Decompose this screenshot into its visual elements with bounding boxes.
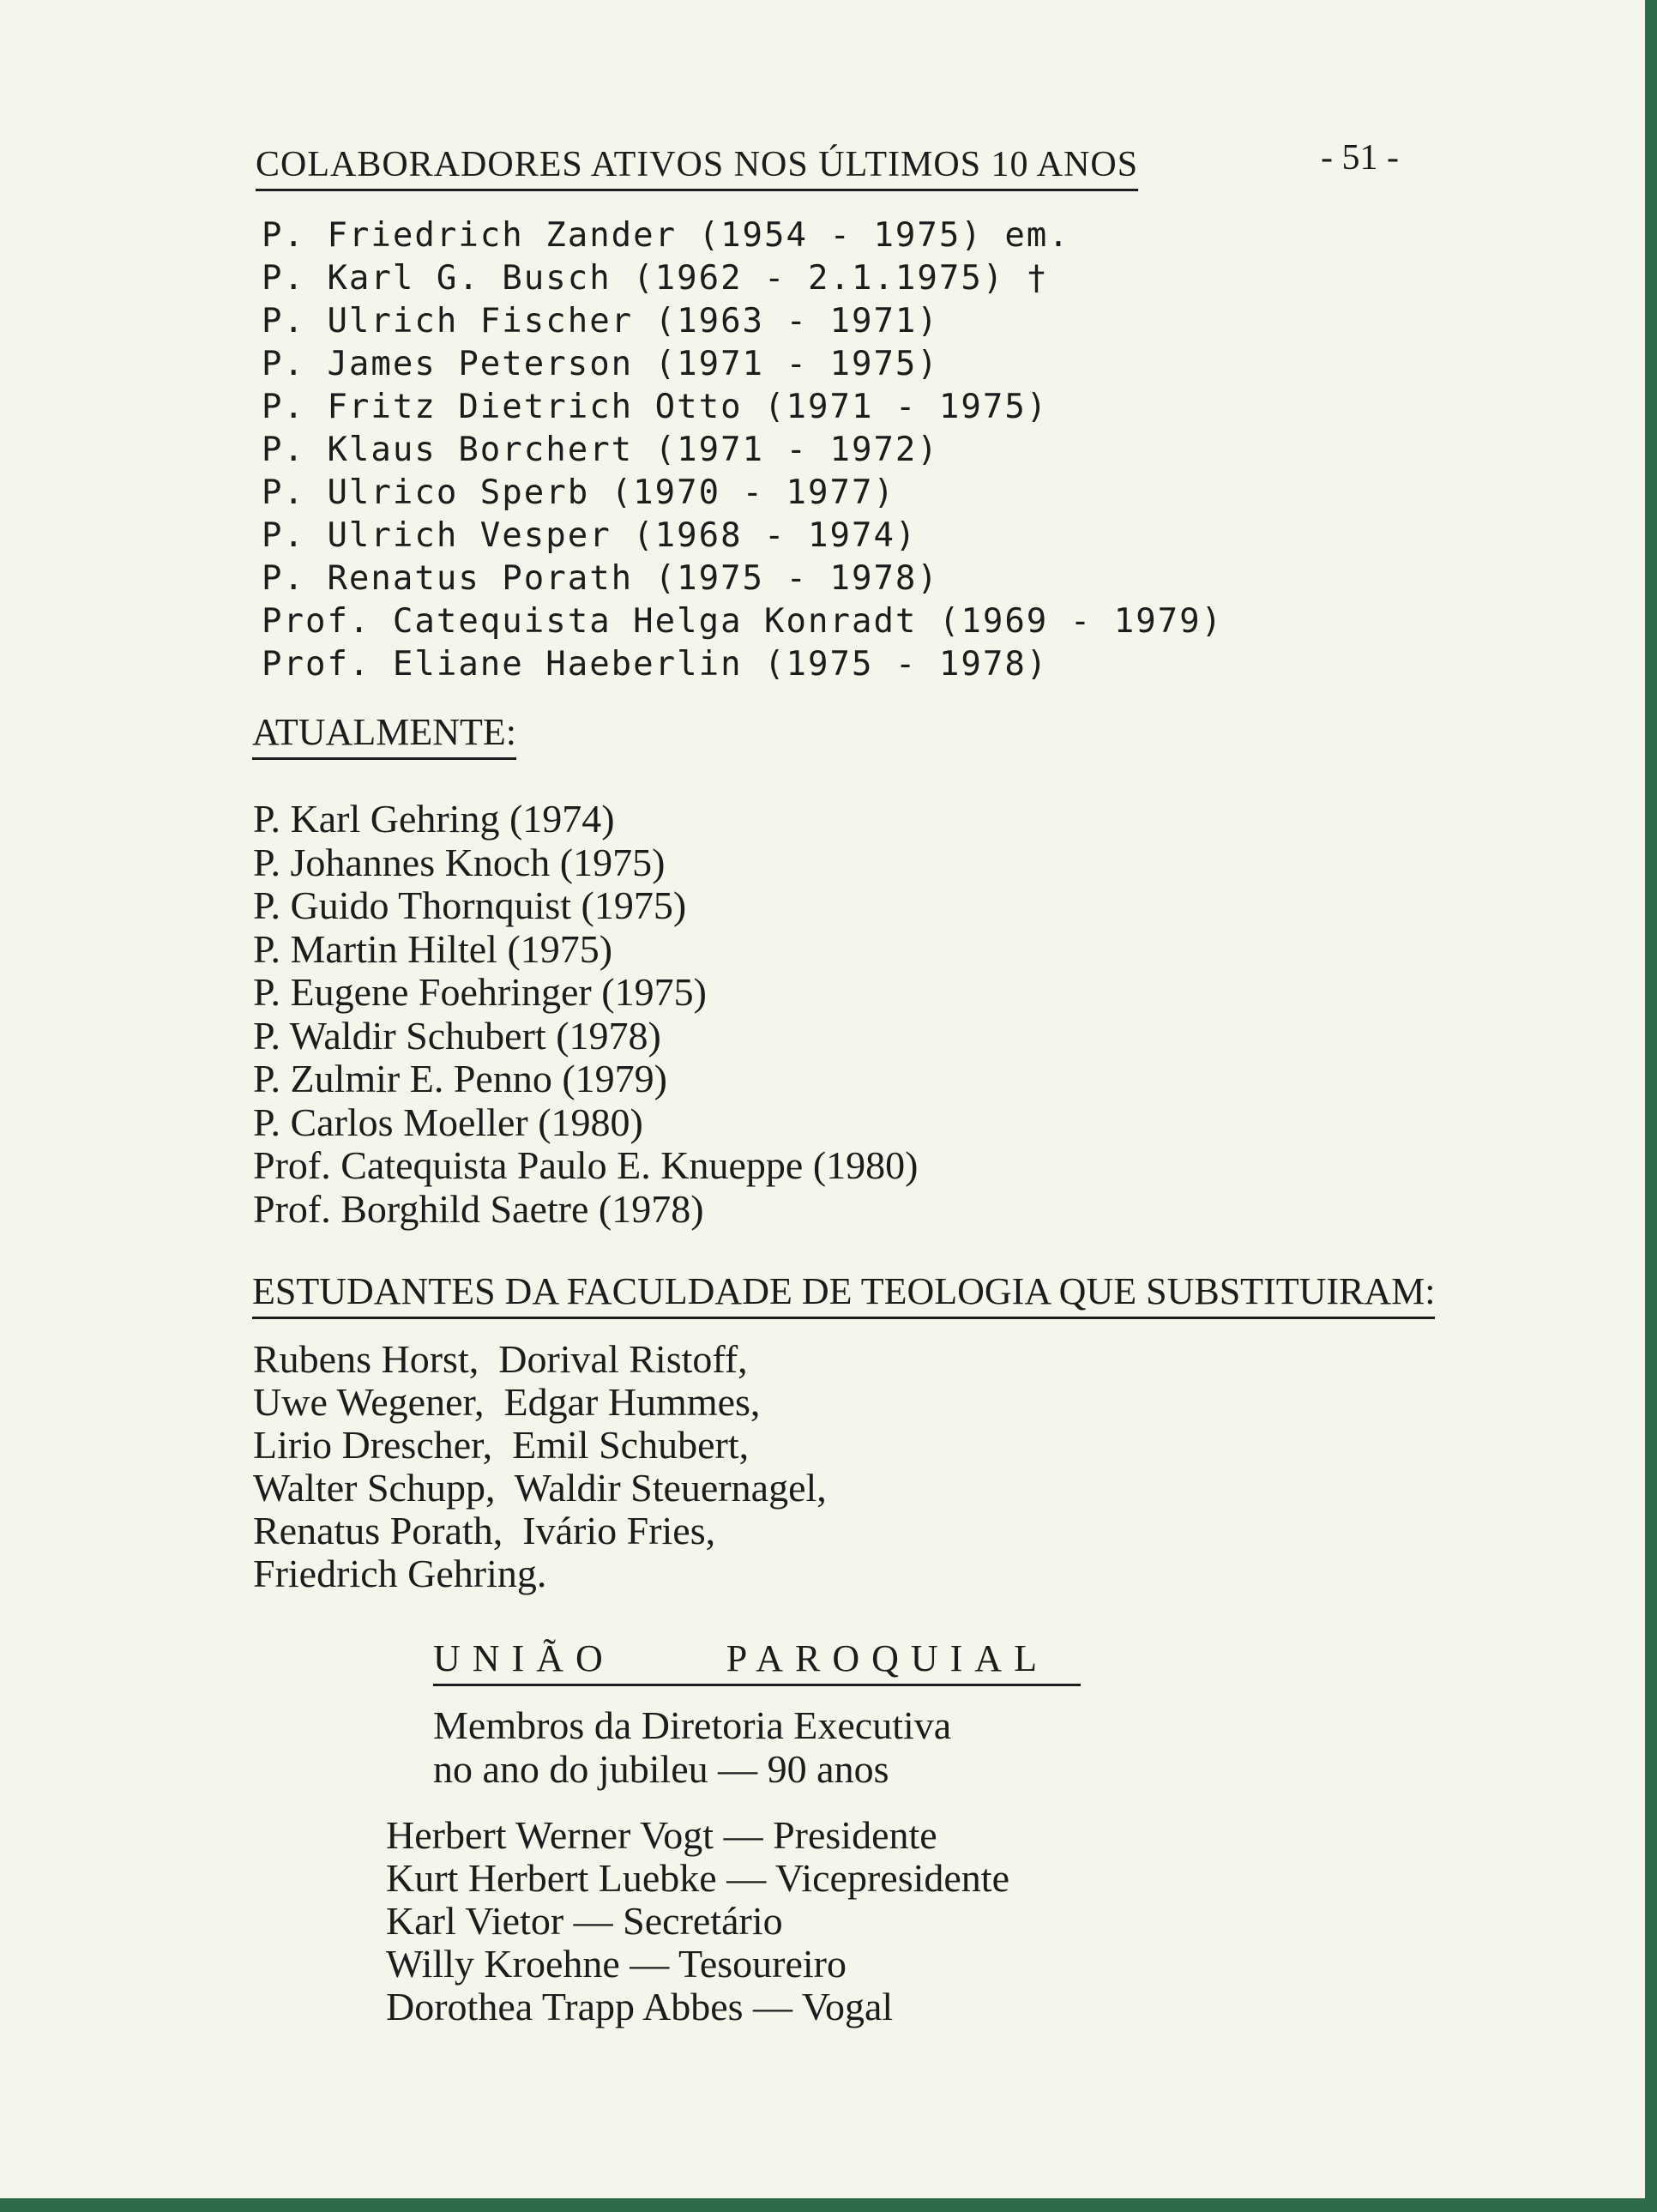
union-title-left: UNIÃO bbox=[433, 1637, 615, 1679]
list-item: Prof. Catequista Paulo E. Knueppe (1980) bbox=[253, 1143, 919, 1187]
list-item: Dorothea Trapp Abbes — Vogal bbox=[386, 1985, 894, 2028]
list-item: Prof. Eliane Haeberlin (1975 - 1978) bbox=[262, 645, 1049, 684]
list-item: Friedrich Gehring. bbox=[253, 1552, 547, 1595]
list-item: Uwe Wegener, Edgar Hummes, bbox=[253, 1380, 761, 1424]
union-subtitle-line1: Membros da Diretoria Executiva bbox=[433, 1703, 952, 1747]
list-item: P. Fritz Dietrich Otto (1971 - 1975) bbox=[262, 388, 1049, 426]
list-item: P. Klaus Borchert (1971 - 1972) bbox=[262, 431, 939, 469]
list-item: P. Ulrico Sperb (1970 - 1977) bbox=[262, 473, 895, 512]
list-item: P. Karl G. Busch (1962 - 2.1.1975) † bbox=[262, 259, 1049, 298]
page-number: - 51 - bbox=[1321, 138, 1399, 178]
list-item: P. Guido Thornquist (1975) bbox=[253, 883, 687, 927]
students-list bbox=[253, 1338, 827, 1595]
list-item: P. Karl Gehring (1974) bbox=[253, 797, 615, 841]
list-item: P. Eugene Foehringer (1975) bbox=[253, 970, 707, 1014]
union-title-right: PAROQUIAL bbox=[726, 1637, 1049, 1679]
section-heading-current: ATUALMENTE: bbox=[252, 710, 516, 760]
list-item: P. Carlos Moeller (1980) bbox=[253, 1100, 643, 1144]
list-item: Prof. Catequista Helga Konradt (1969 - 1979) bbox=[262, 602, 1224, 641]
union-subtitle-line2: no ano do jubileu — 90 anos bbox=[433, 1747, 889, 1791]
list-item: Kurt Herbert Luebke — Vicepresidente bbox=[386, 1856, 1009, 1900]
list-item: Rubens Horst, Dorival Ristoff, bbox=[253, 1337, 748, 1381]
list-item: P. James Peterson (1971 - 1975) bbox=[262, 345, 939, 383]
list-item: Renatus Porath, Ivário Fries, bbox=[253, 1509, 716, 1552]
list-item: Walter Schupp, Waldir Steuernagel, bbox=[253, 1466, 827, 1510]
list-item: P. Friedrich Zander (1954 - 1975) em. bbox=[262, 216, 1070, 255]
list-item: Herbert Werner Vogt — Presidente bbox=[386, 1813, 937, 1857]
list-item: P. Zulmir E. Penno (1979) bbox=[253, 1057, 667, 1100]
list-item: P. Johannes Knoch (1975) bbox=[253, 840, 666, 884]
list-item: P. Ulrich Vesper (1968 - 1974) bbox=[262, 516, 918, 555]
list-item: P. Martin Hiltel (1975) bbox=[253, 926, 613, 971]
list-item: P. Ulrich Fischer (1963 - 1971) bbox=[262, 302, 939, 341]
list-item: Willy Kroehne — Tesoureiro bbox=[386, 1942, 847, 1986]
past-collaborators-list bbox=[262, 214, 1223, 686]
page-edge-bottom bbox=[0, 2198, 1657, 2212]
list-item: Karl Vietor — Secretário bbox=[386, 1899, 783, 1943]
list-item: P. Renatus Porath (1975 - 1978) bbox=[262, 559, 939, 598]
section-title-past: COLABORADORES ATIVOS NOS ÚLTIMOS 10 ANOS bbox=[256, 144, 1138, 191]
union-title bbox=[433, 1636, 1081, 1686]
current-collaborators-list bbox=[253, 798, 918, 1231]
list-item: Lirio Drescher, Emil Schubert, bbox=[253, 1423, 750, 1467]
list-item: P. Waldir Schubert (1978) bbox=[253, 1013, 661, 1058]
section-heading-students: ESTUDANTES DA FACULDADE DE TEOLOGIA QUE SUBSTITUIRAM: bbox=[252, 1269, 1435, 1319]
page-edge-right bbox=[1645, 0, 1657, 2212]
board-members-list bbox=[386, 1814, 1009, 2028]
list-item: Prof. Borghild Saetre (1978) bbox=[253, 1186, 704, 1231]
